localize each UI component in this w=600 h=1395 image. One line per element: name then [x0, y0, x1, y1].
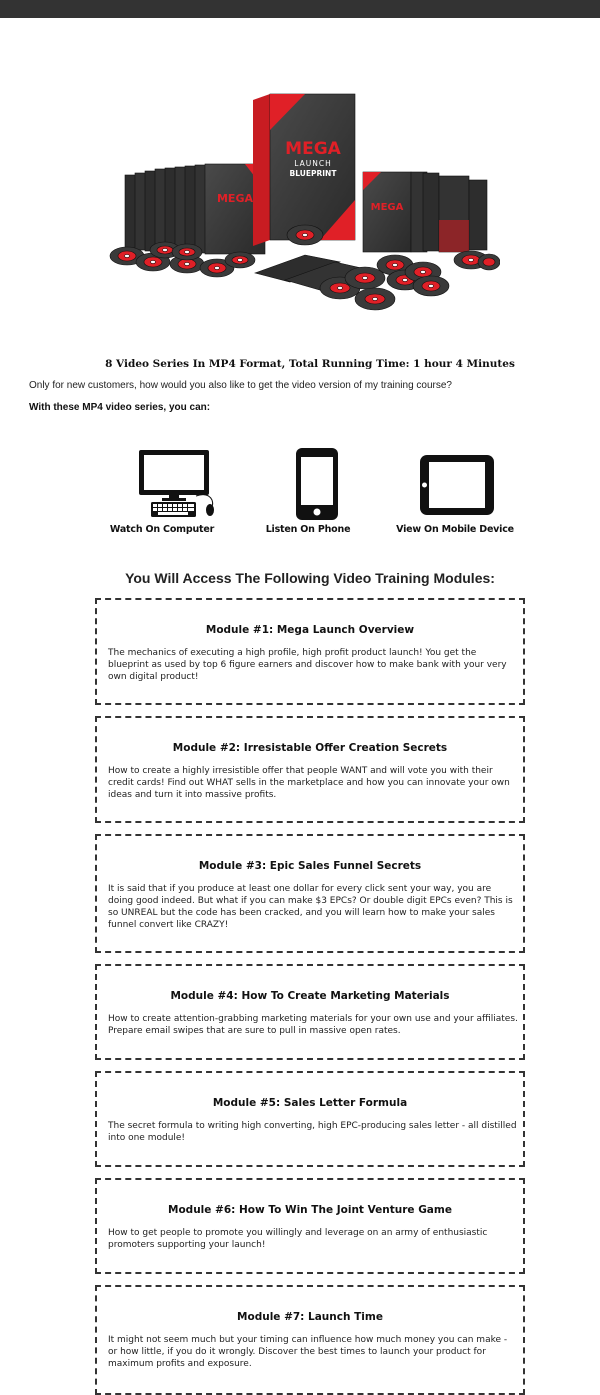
phone-icon — [295, 447, 339, 521]
intro-bold-text: With these MP4 video series, you can: — [29, 402, 211, 413]
module-card — [95, 1071, 525, 1167]
module-description: How to get people to promote you willingly and leverage on an army of enthusiastic promoters supporting your launch! — [108, 1228, 488, 1250]
device-label-phone: Listen On Phone — [265, 524, 351, 535]
intro-text: Only for new customers, how would you also like to get the video version of my training course? — [29, 380, 452, 391]
module-card — [95, 834, 525, 953]
module-card — [95, 716, 525, 823]
module-description: How to create a highly irresistible offer that people WANT and will vote you with their credit cards! Find out WHAT sells in the marketplace and how you can innovate your own ideas and turn it into massive profits. — [108, 766, 510, 800]
module-description: It is said that if you produce at least one dollar for every click sent your way, you are doing good indeed. But what if you can make $3 EPCs? Or double digit EPCs even? This is so UNREAL but the code has been cracked, and you will learn how to make your sales funnel convert like CRAZY! — [108, 884, 513, 930]
modules-heading: You Will Access The Following Video Training Modules: — [125, 570, 495, 586]
brand-word-small: MEGA — [216, 192, 254, 205]
brand-word-right: MEGA — [370, 202, 404, 213]
brand-word: MEGA — [285, 139, 341, 159]
module-description: The secret formula to writing high converting, high EPC-producing sales letter - all distilled into one module! — [108, 1121, 517, 1143]
module-card — [95, 598, 525, 705]
computer-icon — [136, 448, 216, 520]
device-label-tablet: View On Mobile Device — [396, 524, 514, 535]
module-description: The mechanics of executing a high profile, high profit product launch! You get the blueprint as used by top 6 figure earners and discover how to make bank with your very own digital product! — [108, 648, 507, 682]
product-bundle-image — [105, 90, 500, 325]
module-card — [95, 1285, 525, 1395]
product-subtitle: 8 Video Series In MP4 Format, Total Running Time: 1 hour 4 Minutes — [105, 358, 515, 370]
brand-line2: BLUEPRINT — [289, 169, 337, 178]
module-card — [95, 964, 525, 1060]
module-title: Module #5: Sales Letter Formula — [212, 1097, 408, 1109]
top-bar — [0, 0, 600, 18]
module-title: Module #2: Irresistable Offer Creation Secrets — [172, 742, 448, 754]
brand-line1: LAUNCH — [294, 159, 332, 168]
module-title: Module #3: Epic Sales Funnel Secrets — [198, 860, 422, 872]
dvd-cases-right — [363, 172, 487, 252]
dvd-cases-left — [125, 164, 265, 254]
module-description: It might not seem much but your timing can influence how much money you can make - or how little, if you do it wrongly. Discover the best times to launch your product for maximum profits and exposure. — [108, 1335, 508, 1369]
module-title: Module #6: How To Win The Joint Venture Game — [168, 1204, 452, 1216]
module-card — [95, 1178, 525, 1274]
module-title: Module #7: Launch Time — [237, 1311, 383, 1323]
module-title: Module #4: How To Create Marketing Materials — [170, 990, 450, 1002]
device-label-computer: Watch On Computer — [109, 524, 215, 535]
module-description: How to create attention-grabbing marketing materials for your own use and your affiliates. Prepare email swipes that are sure to pull in massive open rates. — [108, 1014, 518, 1036]
module-title: Module #1: Mega Launch Overview — [205, 624, 415, 636]
tablet-icon — [419, 454, 495, 516]
main-box — [253, 94, 355, 246]
